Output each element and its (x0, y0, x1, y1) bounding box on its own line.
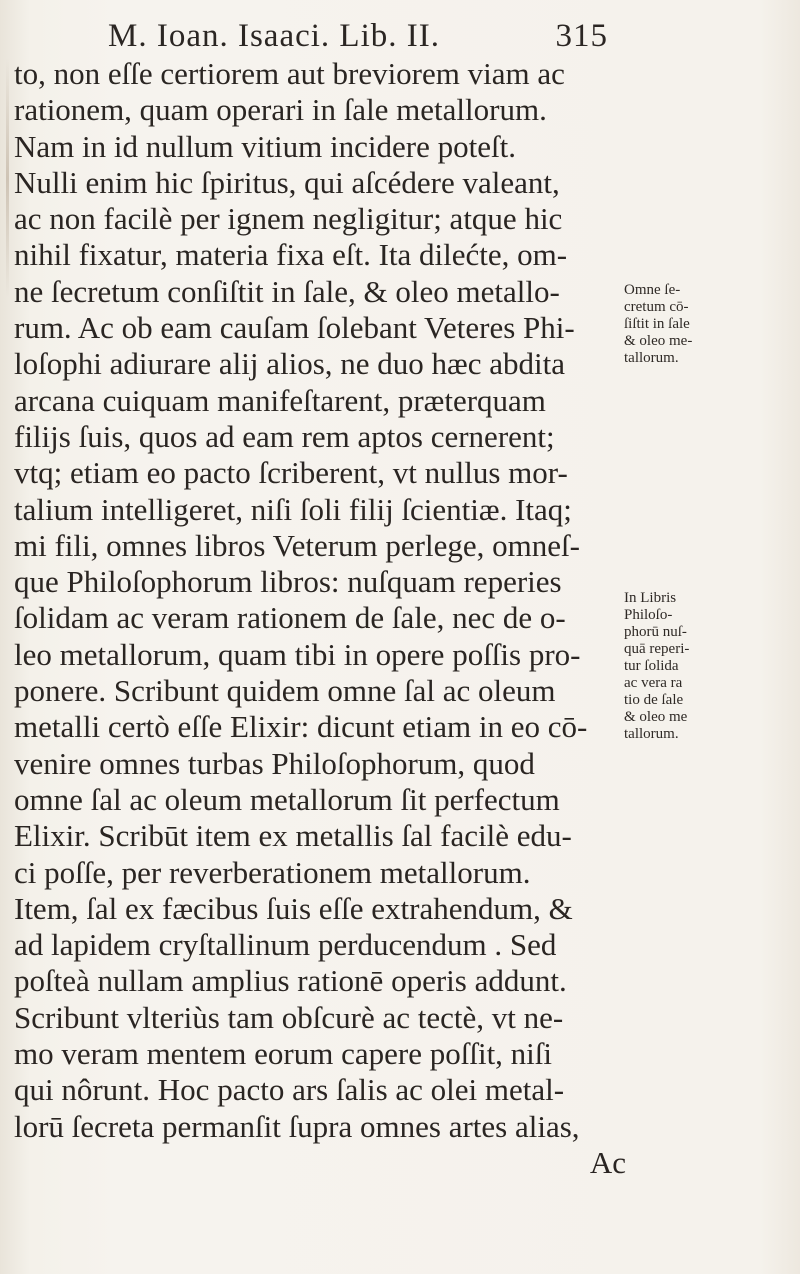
margin-note-line: tallorum. (624, 726, 679, 742)
text-line: poſteà nullam amplius rationē operis addunt. (14, 963, 567, 999)
text-line: omne ſal ac oleum metallorum ſit perfectum (14, 781, 560, 817)
margin-note-line: quā reperi- (624, 641, 690, 657)
margin-note-line: & oleo me- (624, 333, 693, 349)
text-line: leo metallorum, quam tibi in opere poſſis pro- (14, 636, 581, 672)
text-line: ponere. Scribunt quidem omne ſal ac oleum (14, 673, 556, 709)
text-line: talium intelligeret, niſi ſoli filij ſcientiæ. Itaq; (14, 491, 572, 527)
text-line: rum. Ac ob eam cauſam ſolebant Veteres Phi- (14, 310, 575, 346)
text-line: ne ſecretum conſiſtit in ſale, & oleo metallo- (14, 273, 560, 309)
margin-note-line: In Libris (624, 590, 677, 606)
text-line: venire omnes turbas Philoſophorum, quod (14, 745, 535, 781)
text-line: mo veram mentem eorum capere poſſit, niſi (14, 1036, 553, 1072)
text-line: Nam in id nullum vitium incidere poteſt. (14, 128, 516, 164)
text-line: mi fili, omnes libros Veterum perlege, omneſ- (14, 527, 580, 563)
text-line: loſophi adiurare alij alios, ne duo hæc abdita (14, 346, 565, 382)
text-line: Item, ſal ex fæcibus ſuis eſſe extrahendum, & (14, 890, 573, 926)
text-line: lorū ſecreta permanſit ſupra omnes artes alias, (14, 1108, 580, 1144)
running-head (108, 18, 608, 54)
text-line: filijs ſuis, quos ad eam rem aptos cernerent; (14, 418, 555, 454)
margin-note-line: tio de ſale (624, 692, 684, 708)
text-line: metalli certò eſſe Elixir: dicunt etiam in eo cō- (14, 709, 588, 745)
text-line: Elixir. Scribūt item ex metallis ſal facilè edu- (14, 818, 572, 854)
text-line: qui nôrunt. Hoc pacto ars ſalis ac olei metal- (14, 1072, 565, 1108)
text-line: que Philoſophorum libros: nuſquam reperies (14, 564, 562, 600)
margin-note-line: ac vera ra (624, 675, 683, 691)
page-edge-stain (6, 58, 9, 298)
text-line: ci poſſe, per reverberationem metallorum. (14, 854, 531, 890)
text-line: Nulli enim hic ſpiritus, qui aſcédere valeant, (14, 164, 560, 200)
margin-note-line: & oleo me (624, 709, 688, 725)
page-number: 315 (555, 18, 608, 54)
margin-note-line: tallorum. (624, 350, 679, 366)
text-line: to, non eſſe certiorem aut breviorem viam ac (14, 56, 565, 91)
text-line: arcana cuiquam manifeſtarent, præterquam (14, 382, 546, 418)
margin-note-line: phorū nuſ- (624, 624, 687, 640)
margin-note-line: Philoſo- (624, 607, 673, 623)
catchword: Ac (589, 1144, 626, 1180)
text-line: ſolidam ac veram rationem de ſale, nec de o- (14, 600, 566, 636)
body-text (14, 56, 626, 1181)
margin-note-books (624, 590, 689, 743)
margin-note-secret (624, 282, 692, 367)
text-line: nihil fixatur, materia fixa eſt. Ita dilećte, om- (14, 237, 568, 273)
text-line: ac non facilè per ignem negligitur; atque hic (14, 201, 563, 237)
margin-note-line: cretum cō- (624, 299, 689, 315)
text-line: ad lapidem cryſtallinum perducendum . Sed (14, 927, 557, 963)
text-line: rationem, quam operari in ſale metallorum. (14, 92, 547, 128)
margin-note-line: Omne ſe- (624, 282, 681, 298)
text-line: Scribunt vlteriùs tam obſcurè ac tectè, vt ne- (14, 999, 564, 1035)
text-line: vtq; etiam eo pacto ſcriberent, vt nullus mor- (14, 455, 568, 491)
margin-note-line: ſiſtit in ſale (624, 316, 690, 332)
running-head-title: M. Ioan. Isaaci. Lib. II. (108, 18, 440, 54)
margin-note-line: tur ſolida (624, 658, 679, 674)
